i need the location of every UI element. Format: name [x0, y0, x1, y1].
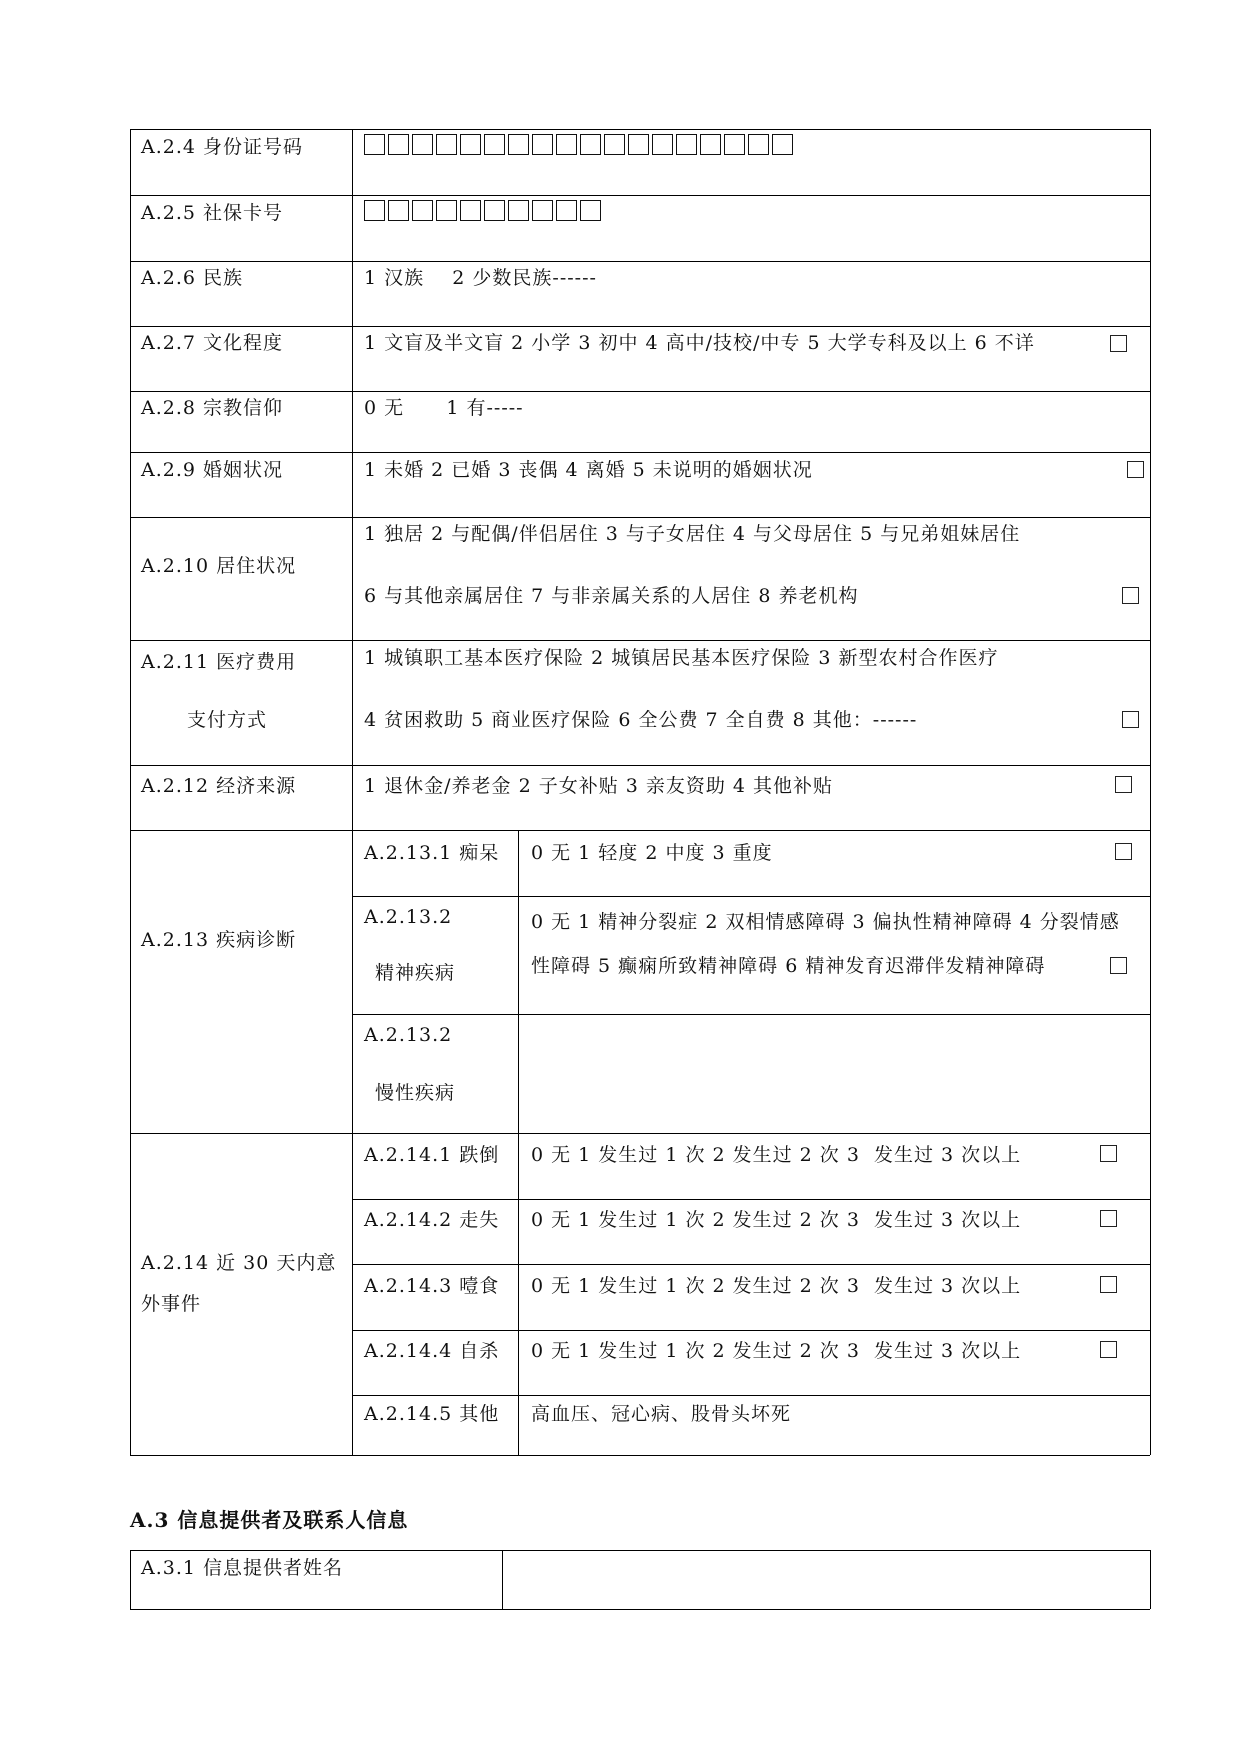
social-card-grid[interactable] — [364, 200, 601, 221]
id-card-grid[interactable] — [364, 134, 793, 155]
id-digit-cell[interactable] — [748, 134, 769, 155]
id-digit-cell[interactable] — [652, 134, 673, 155]
id-digit-cell[interactable] — [700, 134, 721, 155]
id-card-label: A.2.4 身份证号码 — [141, 136, 304, 158]
ethnicity-label: A.2.6 民族 — [141, 267, 244, 289]
id-digit-cell[interactable] — [628, 134, 649, 155]
social-digit-cell[interactable] — [580, 200, 601, 221]
living-options-line1: 1 独居 2 与配偶/伴侣居住 3 与子女居住 4 与父母居住 5 与兄弟姐妹居住 — [364, 523, 1021, 545]
wander-checkbox[interactable] — [1100, 1210, 1117, 1227]
religion-label: A.2.8 宗教信仰 — [141, 397, 284, 419]
living-checkbox[interactable] — [1122, 587, 1139, 604]
social-digit-cell[interactable] — [436, 200, 457, 221]
payment-checkbox[interactable] — [1122, 711, 1139, 728]
mental-options-line1: 0 无 1 精神分裂症 2 双相情感障碍 3 偏执性精神障碍 4 分裂情感 — [531, 911, 1120, 933]
suicide-checkbox[interactable] — [1100, 1341, 1117, 1358]
choke-checkbox[interactable] — [1100, 1276, 1117, 1293]
accident-item-options: 0 无 1 发生过 1 次 2 发生过 2 次 3 发生过 3 次以上 — [531, 1340, 1022, 1362]
accident-item-label: A.2.14.2 走失 — [364, 1209, 500, 1231]
social-digit-cell[interactable] — [460, 200, 481, 221]
diagnosis-label: A.2.13 疾病诊断 — [141, 929, 297, 951]
id-digit-cell[interactable] — [580, 134, 601, 155]
education-checkbox[interactable] — [1110, 335, 1127, 352]
chronic-label-line2: 慢性疾病 — [375, 1082, 456, 1104]
id-digit-cell[interactable] — [556, 134, 577, 155]
fall-checkbox[interactable] — [1100, 1145, 1117, 1162]
social-digit-cell[interactable] — [484, 200, 505, 221]
accident-item-options: 0 无 1 发生过 1 次 2 发生过 2 次 3 发生过 3 次以上 — [531, 1275, 1022, 1297]
income-checkbox[interactable] — [1115, 776, 1132, 793]
accident-other-label: A.2.14.5 其他 — [364, 1403, 500, 1425]
mental-label-line2: 精神疾病 — [375, 962, 456, 984]
social-digit-cell[interactable] — [532, 200, 553, 221]
id-digit-cell[interactable] — [508, 134, 529, 155]
marital-label: A.2.9 婚姻状况 — [141, 459, 284, 481]
id-digit-cell[interactable] — [772, 134, 793, 155]
provider-name-label: A.3.1 信息提供者姓名 — [141, 1557, 344, 1579]
social-digit-cell[interactable] — [412, 200, 433, 221]
social-card-label: A.2.5 社保卡号 — [141, 202, 284, 224]
religion-options: 0 无 1 有----- — [364, 397, 524, 419]
payment-options-line1: 1 城镇职工基本医疗保险 2 城镇居民基本医疗保险 3 新型农村合作医疗 — [364, 647, 999, 669]
dementia-checkbox[interactable] — [1115, 843, 1132, 860]
section-a3-heading: A.3 信息提供者及联系人信息 — [130, 1508, 409, 1532]
id-digit-cell[interactable] — [532, 134, 553, 155]
living-options-line2: 6 与其他亲属居住 7 与非亲属关系的人居住 8 养老机构 — [364, 585, 859, 607]
living-label: A.2.10 居住状况 — [141, 555, 297, 577]
chronic-label-line1: A.2.13.2 — [364, 1024, 453, 1046]
id-digit-cell[interactable] — [364, 134, 385, 155]
id-digit-cell[interactable] — [436, 134, 457, 155]
mental-options-line2: 性障碍 5 癫痫所致精神障碍 6 精神发育迟滞伴发精神障碍 — [531, 955, 1046, 977]
income-options: 1 退休金/养老金 2 子女补贴 3 亲友资助 4 其他补贴 — [364, 775, 834, 797]
id-digit-cell[interactable] — [676, 134, 697, 155]
accident-item-label: A.2.14.3 噎食 — [364, 1275, 500, 1297]
education-label: A.2.7 文化程度 — [141, 332, 284, 354]
payment-options-line2: 4 贫困救助 5 商业医疗保险 6 全公费 7 全自费 8 其他：------ — [364, 709, 918, 731]
id-digit-cell[interactable] — [724, 134, 745, 155]
dementia-options: 0 无 1 轻度 2 中度 3 重度 — [531, 842, 773, 864]
accidents-label-line2: 外事件 — [141, 1293, 202, 1315]
income-label: A.2.12 经济来源 — [141, 775, 297, 797]
social-digit-cell[interactable] — [364, 200, 385, 221]
id-digit-cell[interactable] — [412, 134, 433, 155]
accidents-label-line1: A.2.14 近 30 天内意 — [141, 1252, 337, 1274]
id-digit-cell[interactable] — [388, 134, 409, 155]
marital-checkbox[interactable] — [1127, 461, 1144, 478]
accident-item-options: 0 无 1 发生过 1 次 2 发生过 2 次 3 发生过 3 次以上 — [531, 1144, 1022, 1166]
social-digit-cell[interactable] — [388, 200, 409, 221]
payment-label-line2: 支付方式 — [187, 709, 268, 731]
social-digit-cell[interactable] — [508, 200, 529, 221]
mental-checkbox[interactable] — [1110, 957, 1127, 974]
dementia-label: A.2.13.1 痴呆 — [364, 842, 500, 864]
accident-item-label: A.2.14.1 跌倒 — [364, 1144, 500, 1166]
id-digit-cell[interactable] — [604, 134, 625, 155]
id-digit-cell[interactable] — [484, 134, 505, 155]
id-digit-cell[interactable] — [460, 134, 481, 155]
education-options: 1 文盲及半文盲 2 小学 3 初中 4 高中/技校/中专 5 大学专科及以上 6 不详 — [364, 332, 1035, 354]
payment-label-line1: A.2.11 医疗费用 — [141, 651, 297, 673]
accident-other-value[interactable]: 高血压、冠心病、股骨头坏死 — [531, 1403, 792, 1425]
social-digit-cell[interactable] — [556, 200, 577, 221]
mental-label-line1: A.2.13.2 — [364, 906, 453, 928]
accident-item-options: 0 无 1 发生过 1 次 2 发生过 2 次 3 发生过 3 次以上 — [531, 1209, 1022, 1231]
ethnicity-options: 1 汉族 2 少数民族------ — [364, 267, 597, 289]
marital-options: 1 未婚 2 已婚 3 丧偶 4 离婚 5 未说明的婚姻状况 — [364, 459, 813, 481]
accident-item-label: A.2.14.4 自杀 — [364, 1340, 500, 1362]
